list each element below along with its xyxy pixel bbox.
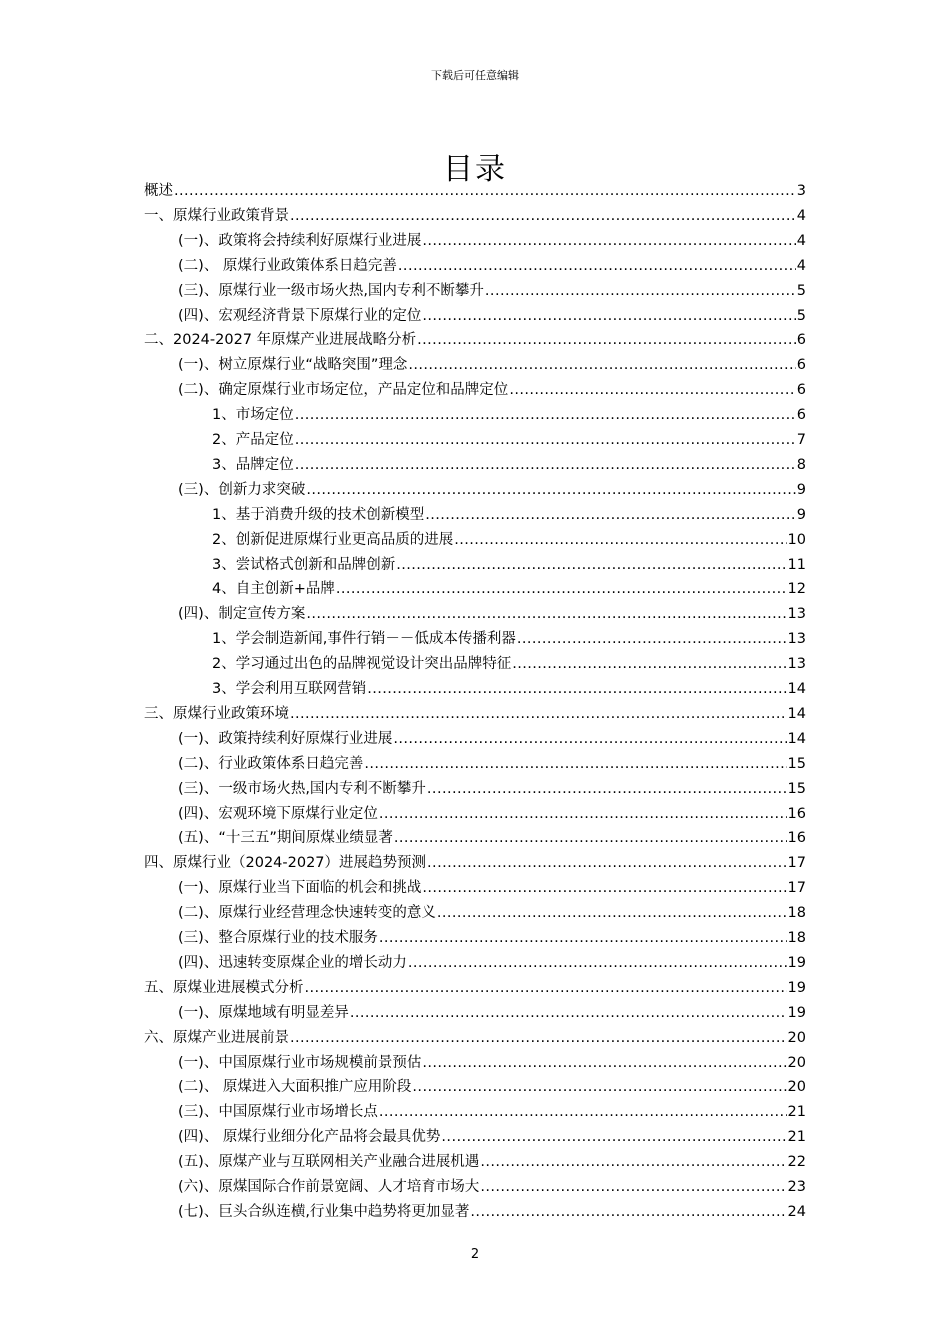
toc-entry[interactable] [178, 898, 806, 923]
toc-entry-page: 17 [787, 880, 806, 897]
toc-entry-page: 6 [796, 357, 806, 374]
toc-dot-leader [174, 181, 796, 201]
toc-entry-page: 15 [787, 755, 806, 772]
toc-entry[interactable] [212, 574, 806, 599]
toc-entry-page: 19 [787, 954, 806, 971]
toc-dot-leader [480, 1152, 786, 1172]
toc-entry-page: 20 [787, 1054, 806, 1071]
toc-entry-page: 23 [787, 1179, 806, 1195]
toc-dot-leader [422, 306, 795, 326]
toc-entry[interactable] [178, 1172, 806, 1197]
toc-dot-leader [295, 430, 796, 450]
toc-entry-label: (三)、创新力求突破 [178, 481, 306, 498]
toc-entry-page: 18 [787, 905, 806, 922]
toc-entry[interactable] [178, 1097, 806, 1122]
toc-entry-page: 4 [796, 232, 806, 249]
toc-entry-page: 14 [787, 705, 806, 722]
toc-dot-leader [350, 1003, 787, 1023]
toc-entry[interactable] [178, 1147, 806, 1172]
toc-entry[interactable] [178, 301, 806, 326]
toc-entry-label: 3、学会利用互联网营销 [212, 681, 367, 697]
toc-entry-label: 2、产品定位 [212, 432, 294, 448]
toc-entry-page: 6 [796, 407, 806, 424]
toc-entry[interactable] [178, 774, 806, 799]
toc-dot-leader [517, 629, 787, 649]
toc-entry[interactable] [212, 550, 806, 575]
toc-entry-page: 20 [787, 1029, 806, 1046]
toc-entry-label: (三)、中国原煤行业市场增长点 [178, 1104, 378, 1121]
toc-entry-label: (一)、政策持续利好原煤行业进展 [178, 730, 393, 747]
toc-entry-label: (一)、政策将会持续利好原煤行业进展 [178, 232, 422, 249]
toc-entry[interactable] [178, 1072, 806, 1097]
toc-entry[interactable] [212, 400, 806, 425]
toc-dot-leader [336, 579, 787, 599]
toc-entry-label: 三、原煤行业政策环境 [144, 705, 289, 722]
toc-entry-label: 1、基于消费升级的技术创新模型 [212, 506, 425, 523]
toc-entry-page: 14 [787, 681, 806, 697]
toc-dot-leader [306, 604, 786, 624]
toc-entry-label: 五、原煤业进展模式分析 [144, 979, 304, 996]
toc-entry[interactable] [178, 873, 806, 898]
toc-entry-page: 19 [787, 1004, 806, 1021]
toc-entry[interactable] [178, 749, 806, 774]
toc-entry[interactable] [212, 500, 806, 525]
toc-entry-page: 16 [787, 805, 806, 822]
toc-entry-label: 概述 [144, 183, 173, 199]
toc-entry-page: 15 [787, 780, 806, 797]
toc-dot-leader [290, 704, 787, 724]
toc-entry-page: 4 [796, 257, 806, 274]
toc-entry-label: (一)、树立原煤行业“战略突围”理念 [178, 357, 408, 374]
toc-entry[interactable] [178, 923, 806, 948]
toc-entry[interactable] [178, 276, 806, 301]
toc-dot-leader [509, 380, 795, 400]
toc-dot-leader [480, 1177, 786, 1197]
toc-entry-label: (三)、整合原煤行业的技术服务 [178, 930, 378, 946]
toc-dot-leader [470, 1202, 786, 1222]
toc-entry-label: (三)、一级市场火热,国内专利不断攀升 [178, 780, 426, 797]
toc-entry-label: 六、原煤产业进展前景 [144, 1029, 289, 1046]
toc-entry-page: 4 [796, 207, 806, 224]
toc-entry-page: 7 [796, 432, 806, 448]
toc-entry-label: (四)、宏观环境下原煤行业定位 [178, 805, 378, 822]
toc-dot-leader [393, 729, 786, 749]
toc-dot-leader [364, 754, 786, 774]
toc-entry[interactable] [178, 375, 806, 400]
toc-dot-leader [295, 455, 796, 475]
toc-entry-label: (四)、 原煤行业细分化产品将会最具优势 [178, 1129, 441, 1146]
toc-dot-leader [427, 853, 787, 873]
toc-entry-page: 21 [787, 1104, 806, 1121]
toc-entry-page: 10 [787, 531, 806, 548]
toc-entry-page: 24 [787, 1203, 806, 1220]
toc-entry[interactable] [212, 649, 806, 674]
toc-dot-leader [485, 281, 796, 301]
toc-entry[interactable] [178, 1197, 806, 1222]
toc-entry-label: (二)、 原煤进入大面积推广应用阶段 [178, 1079, 412, 1096]
toc-dot-leader [512, 654, 786, 674]
toc-entry-label: (四)、制定宣传方案 [178, 606, 306, 623]
toc-dot-leader [425, 505, 796, 525]
toc-entry-page: 13 [787, 656, 806, 673]
toc-entry-label: (二)、确定原煤行业市场定位，产品定位和品牌定位 [178, 382, 509, 399]
toc-dot-leader [441, 1127, 786, 1147]
toc-entry-page: 19 [787, 979, 806, 996]
toc-entry-label: 4、自主创新+品牌 [212, 581, 335, 598]
toc-entry[interactable] [144, 699, 806, 724]
toc-dot-leader [417, 330, 796, 350]
toc-entry-page: 3 [796, 183, 806, 199]
toc-dot-leader [306, 480, 795, 500]
toc-entry-page: 11 [787, 556, 806, 573]
toc-entry-label: (五)、原煤产业与互联网相关产业融合进展机遇 [178, 1154, 480, 1171]
toc-dot-leader [394, 828, 787, 848]
toc-dot-leader [305, 978, 787, 998]
toc-entry[interactable] [178, 1122, 806, 1147]
toc-entry-page: 6 [796, 382, 806, 399]
toc-entry[interactable] [144, 848, 806, 873]
toc-entry-page: 13 [787, 631, 806, 648]
toc-dot-leader [379, 928, 787, 948]
toc-dot-leader [290, 1028, 787, 1048]
toc-dot-leader [422, 878, 786, 898]
toc-entry-page: 13 [787, 606, 806, 623]
toc-entry[interactable] [178, 998, 806, 1023]
toc-entry-label: 2、创新促进原煤行业更高品质的进展 [212, 531, 454, 548]
toc-dot-leader [427, 779, 787, 799]
toc-entry[interactable] [178, 823, 806, 848]
toc-entry-label: 3、尝试格式创新和品牌创新 [212, 556, 396, 573]
toc-entry[interactable] [178, 475, 806, 500]
toc-entry-label: 2、学习通过出色的品牌视觉设计突出品牌特征 [212, 656, 512, 673]
toc-dot-leader [408, 953, 787, 973]
toc-entry-page: 21 [787, 1129, 806, 1146]
toc-entry-label: (六)、原煤国际合作前景宽阔、人才培育市场大 [178, 1179, 480, 1195]
toc-entry-label: (二)、原煤行业经营理念快速转变的意义 [178, 905, 436, 922]
toc-entry-label: 一、原煤行业政策背景 [144, 207, 289, 224]
toc-entry[interactable] [178, 226, 806, 251]
toc-entry-label: 二、2024-2027 年原煤产业进展战略分析 [144, 332, 417, 349]
toc-dot-leader [379, 1102, 787, 1122]
toc-dot-leader [412, 1077, 786, 1097]
toc-entry[interactable] [212, 450, 806, 475]
toc-dot-leader [290, 206, 796, 226]
toc-entry[interactable] [212, 674, 806, 699]
toc-dot-leader [379, 804, 787, 824]
toc-entry-page: 12 [787, 581, 806, 598]
toc-entry-label: 1、学会制造新闻,事件行销－－低成本传播利器 [212, 631, 516, 648]
toc-entry[interactable] [178, 799, 806, 824]
toc-entry-label: (三)、原煤行业一级市场火热,国内专利不断攀升 [178, 282, 484, 299]
toc-entry[interactable] [144, 1023, 806, 1048]
toc-entry-page: 5 [796, 307, 806, 324]
header-note: 下载后可任意编辑 [431, 69, 519, 82]
toc-entry-label: (一)、原煤地域有明显差异 [178, 1004, 349, 1021]
toc-entry-label: (七)、巨头合纵连横,行业集中趋势将更加显著 [178, 1203, 470, 1220]
toc-entry[interactable] [178, 251, 806, 276]
toc-title: 目录 [443, 152, 507, 188]
toc-entry-label: (一)、中国原煤行业市场规模前景预估 [178, 1054, 422, 1071]
toc-entry-page: 5 [796, 282, 806, 299]
toc-entry-page: 20 [787, 1079, 806, 1096]
toc-entry[interactable] [178, 599, 806, 624]
toc-dot-leader [398, 256, 796, 276]
toc-dot-leader [422, 231, 795, 251]
toc-dot-leader [367, 679, 786, 699]
toc-entry-page: 9 [796, 506, 806, 523]
toc-entry-page: 17 [787, 855, 806, 872]
toc-dot-leader [295, 405, 796, 425]
toc-dot-leader [437, 903, 787, 923]
toc-entry-page: 18 [787, 930, 806, 946]
toc-entry-page: 9 [796, 481, 806, 498]
toc-entry-label: (一)、原煤行业当下面临的机会和挑战 [178, 880, 422, 897]
toc-dot-leader [408, 355, 795, 375]
toc-entry-label: 四、原煤行业（2024-2027）进展趋势预测 [144, 855, 427, 872]
toc-entry[interactable] [144, 201, 806, 226]
toc-entry[interactable] [144, 973, 806, 998]
toc-entry-page: 16 [787, 830, 806, 847]
toc-entry[interactable] [212, 525, 806, 550]
toc-entry[interactable] [178, 724, 806, 749]
toc-dot-leader [454, 530, 786, 550]
toc-entry[interactable] [212, 624, 806, 649]
toc-entry[interactable] [178, 948, 806, 973]
toc-entry[interactable] [144, 325, 806, 350]
toc-dot-leader [422, 1053, 786, 1073]
toc-entry-label: (四)、宏观经济背景下原煤行业的定位 [178, 307, 422, 324]
toc-entry[interactable] [178, 1048, 806, 1073]
toc-entry-page: 8 [796, 456, 806, 473]
page-number: 2 [470, 1247, 480, 1262]
toc-entry[interactable] [212, 425, 806, 450]
toc-entry-page: 14 [787, 730, 806, 747]
toc-entry[interactable] [178, 350, 806, 375]
toc-entry-label: (二)、行业政策体系日趋完善 [178, 755, 364, 772]
toc-entry-label: (五)、“十三五”期间原煤业绩显著 [178, 830, 393, 847]
toc-entry-page: 22 [787, 1154, 806, 1171]
toc-entry-label: 1、市场定位 [212, 407, 294, 424]
toc-entry[interactable] [144, 176, 806, 201]
toc-entry-label: 3、品牌定位 [212, 456, 294, 473]
toc-dot-leader [396, 555, 786, 575]
toc-entry-page: 6 [796, 332, 806, 349]
toc-entry-label: (四)、迅速转变原煤企业的增长动力 [178, 954, 407, 971]
toc-entry-label: (二)、 原煤行业政策体系日趋完善 [178, 257, 397, 274]
